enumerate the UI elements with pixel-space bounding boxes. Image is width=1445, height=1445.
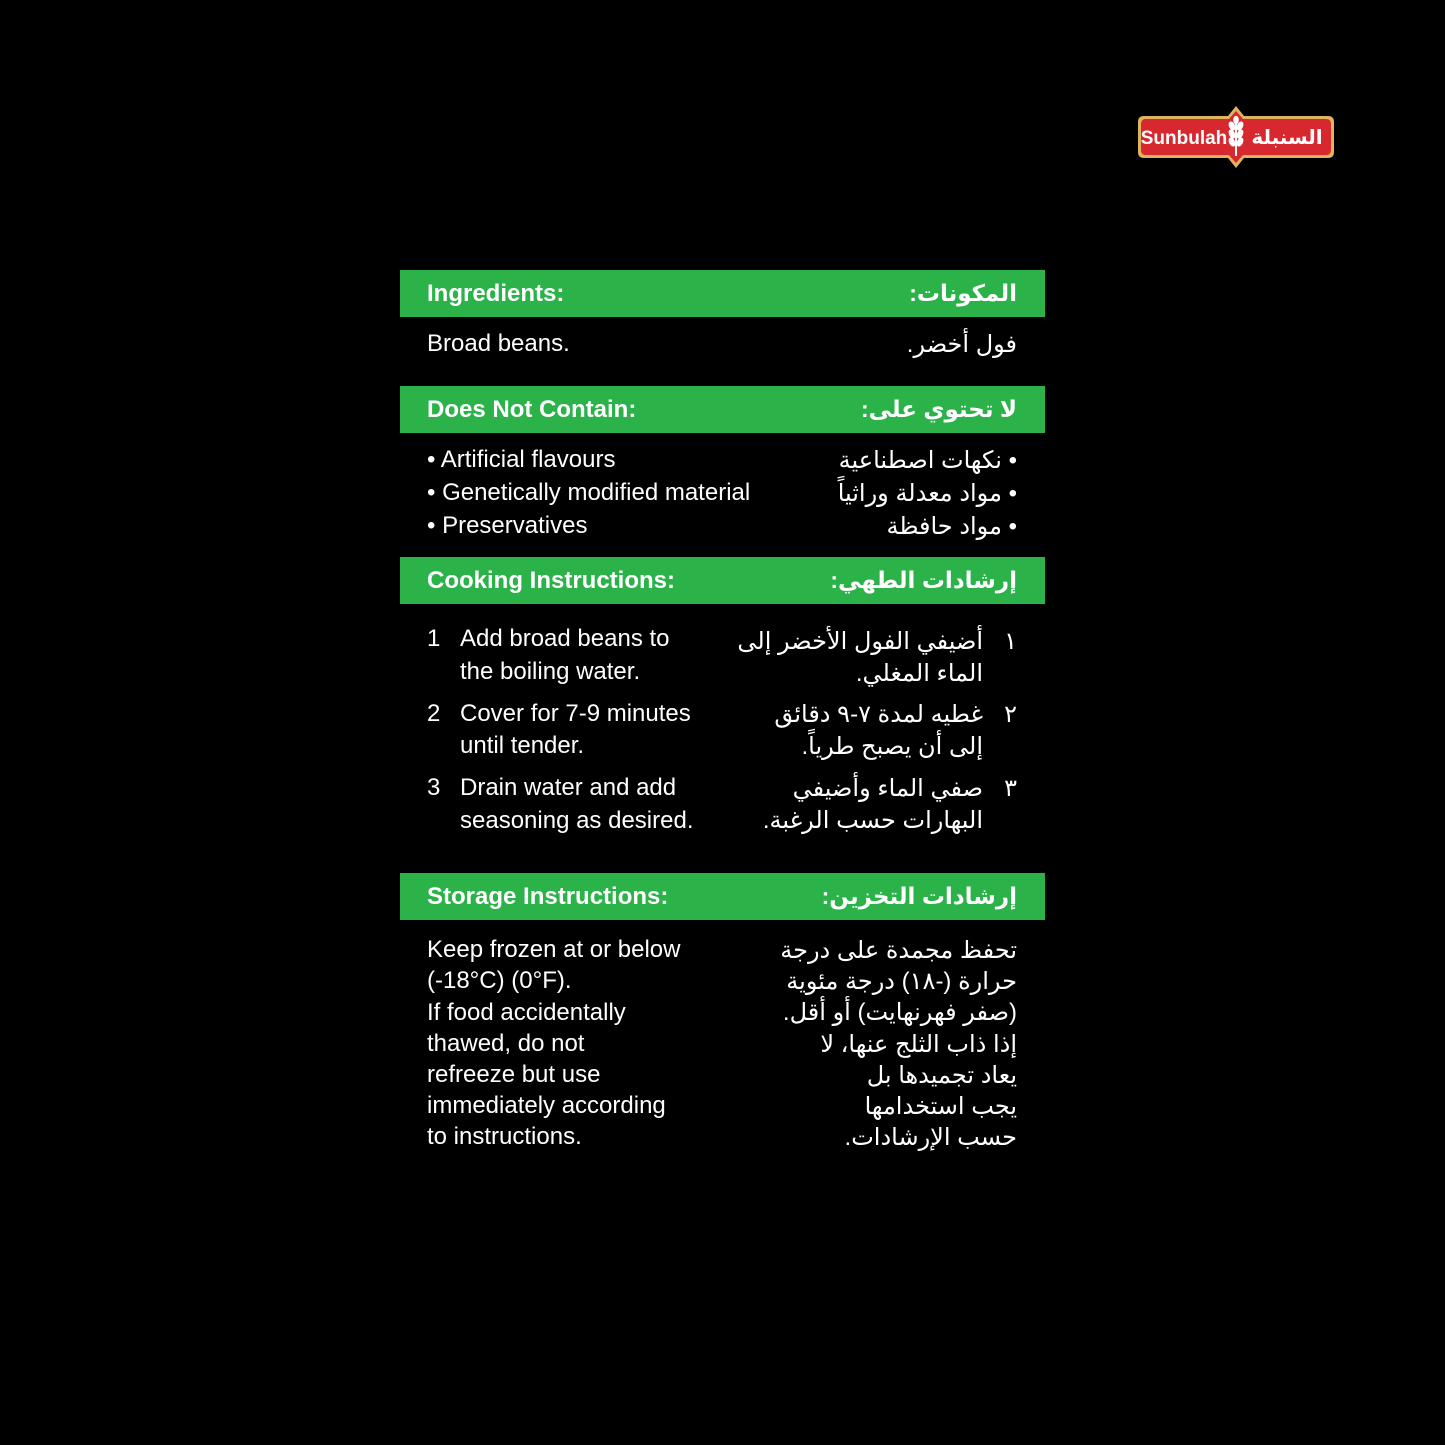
storage-line: يعاد تجميدها بل bbox=[866, 1062, 1017, 1089]
list-item: • Artificial flavours bbox=[427, 446, 616, 473]
step-line: غطيه لمدة ٧-٩ دقائق bbox=[774, 701, 983, 728]
storage-line: إذا ذاب الثلج عنها، لا bbox=[820, 1031, 1017, 1058]
logo-text-en: Sunbulah bbox=[1140, 128, 1228, 149]
logo-text-ar: السنبلة bbox=[1251, 125, 1323, 149]
ingredients-title-en: Ingredients: bbox=[427, 279, 565, 307]
sunbulah-logo bbox=[1136, 104, 1336, 170]
storage-instructions-header bbox=[400, 873, 1045, 920]
storage-title-ar: إرشادات التخزين: bbox=[821, 883, 1017, 909]
does-not-contain-list-ar bbox=[838, 444, 1017, 543]
ingredients-header bbox=[400, 270, 1045, 317]
storage-line: Keep frozen at or below bbox=[427, 936, 681, 963]
storage-line: If food accidentally bbox=[427, 999, 626, 1026]
step-number: ٢ bbox=[1004, 701, 1017, 728]
storage-line: حسب الإرشادات. bbox=[844, 1124, 1017, 1151]
step-line: صفي الماء وأضيفي bbox=[792, 775, 983, 802]
storage-title-en: Storage Instructions: bbox=[427, 882, 669, 910]
storage-line: يجب استخدامها bbox=[864, 1093, 1017, 1120]
step-line: seasoning as desired. bbox=[460, 807, 694, 834]
does-not-contain-list-en bbox=[427, 443, 750, 542]
step-number: 2 bbox=[427, 700, 441, 727]
storage-line: (صفر فهرنهايت) أو أقل. bbox=[782, 999, 1017, 1026]
list-item: • مواد حافظة bbox=[886, 513, 1017, 540]
step-line: Drain water and add bbox=[460, 774, 677, 801]
storage-line: حرارة (-١٨) درجة مئوية bbox=[786, 968, 1017, 995]
ingredients-text-ar: فول أخضر. bbox=[906, 331, 1017, 358]
storage-line: (-18°C) (0°F). bbox=[427, 967, 572, 994]
step-line: Add broad beans to bbox=[460, 625, 670, 652]
sunbulah-logo-graphic bbox=[1136, 104, 1336, 170]
does-not-contain-title-ar: لا تحتوي على: bbox=[860, 396, 1017, 422]
ingredients-title-ar: المكونات: bbox=[909, 280, 1017, 306]
list-item: • Preservatives bbox=[427, 512, 588, 539]
step-line: the boiling water. bbox=[460, 658, 641, 685]
does-not-contain-header bbox=[400, 386, 1045, 433]
list-item: • نكهات اصطناعية bbox=[838, 447, 1017, 474]
cooking-title-ar: إرشادات الطهي: bbox=[830, 567, 1017, 593]
step-line: أضيفي الفول الأخضر إلى bbox=[737, 628, 983, 655]
storage-line: refreeze but use bbox=[427, 1061, 601, 1088]
does-not-contain-title-en: Does Not Contain: bbox=[427, 395, 637, 423]
step-number: ٣ bbox=[1004, 775, 1017, 802]
list-item: • Genetically modified material bbox=[427, 479, 751, 506]
step-line: until tender. bbox=[460, 732, 585, 759]
storage-line: to instructions. bbox=[427, 1123, 582, 1150]
cooking-instructions-header bbox=[400, 557, 1045, 604]
storage-line: immediately according bbox=[427, 1092, 666, 1119]
step-line: إلى أن يصبح طرياً. bbox=[801, 733, 983, 760]
step-number: ١ bbox=[1004, 628, 1017, 655]
step-line: Cover for 7-9 minutes bbox=[460, 700, 691, 727]
step-number: 1 bbox=[427, 625, 441, 652]
storage-line: thawed, do not bbox=[427, 1030, 585, 1057]
step-line: البهارات حسب الرغبة. bbox=[762, 807, 983, 834]
ingredients-text-en: Broad beans. bbox=[427, 330, 570, 357]
list-item: • مواد معدلة وراثياً bbox=[837, 480, 1017, 507]
step-line: الماء المغلي. bbox=[855, 660, 983, 687]
cooking-title-en: Cooking Instructions: bbox=[427, 566, 675, 594]
step-number: 3 bbox=[427, 774, 441, 801]
storage-line: تحفظ مجمدة على درجة bbox=[780, 937, 1017, 964]
